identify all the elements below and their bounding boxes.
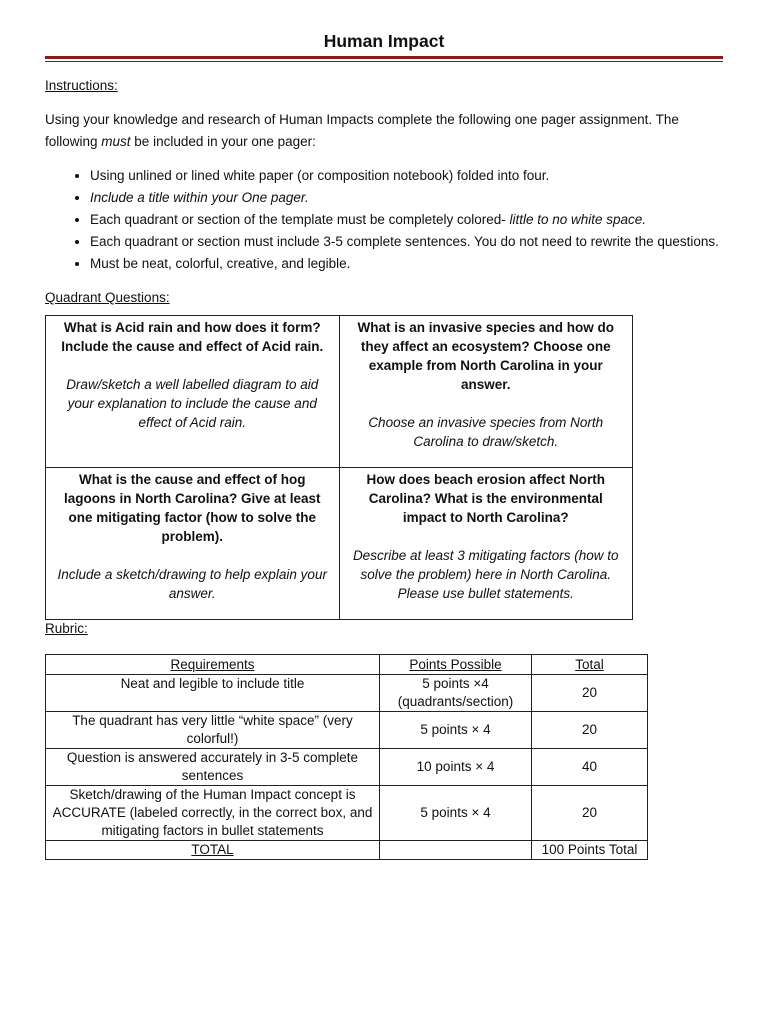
quadrant-question: What is an invasive species and how do they affect an ecosystem? Choose one example from North Carolina in your answer.	[357, 320, 615, 392]
rubric-total: 20	[532, 675, 648, 712]
instructions-intro	[45, 109, 723, 153]
quadrant-cell	[339, 316, 633, 468]
rubric-heading: Rubric:	[45, 621, 88, 636]
rubric-total-points	[380, 841, 532, 860]
bullet-text: Each quadrant or section must include 3-5 complete sentences. You do not need to rewrite the questions.	[90, 234, 719, 249]
requirements-list	[45, 165, 723, 275]
instructions-heading: Instructions:	[45, 78, 118, 93]
table-header-row	[46, 655, 648, 675]
column-header: Points Possible	[380, 655, 532, 675]
intro-emphasis: must	[101, 134, 131, 149]
bullet-emphasis: little to no white space.	[509, 212, 647, 227]
rubric-requirement: Sketch/drawing of the Human Impact concept is ACCURATE (labeled correctly, in the correct box, and mitigating factors in bullet statements	[46, 786, 380, 841]
rubric-grand-total: 100 Points Total	[532, 841, 648, 860]
quadrant-cell	[46, 316, 340, 468]
intro-text-a: Using your knowledge and research of Human Impacts complete the following one pager assignment. The following	[45, 112, 679, 149]
rubric-points: 5 points × 4	[380, 786, 532, 841]
document-page	[45, 28, 723, 860]
column-header: Requirements	[46, 655, 380, 675]
list-item	[90, 253, 723, 275]
quadrant-note: Draw/sketch a well labelled diagram to aid your explanation to include the cause and effect of Acid rain.	[66, 377, 319, 430]
rubric-total: 40	[532, 749, 648, 786]
table-row	[46, 786, 648, 841]
rubric-points: 5 points ×4 (quadrants/section)	[380, 675, 532, 712]
rubric-total: 20	[532, 786, 648, 841]
quadrant-note: Include a sketch/drawing to help explain your answer.	[57, 567, 327, 601]
list-item	[90, 231, 723, 253]
rubric-points: 10 points × 4	[380, 749, 532, 786]
bullet-text: Must be neat, colorful, creative, and legible.	[90, 256, 351, 271]
rubric-requirement: The quadrant has very little “white space” (very colorful!)	[46, 712, 380, 749]
table-row	[46, 749, 648, 786]
rubric-total-label: TOTAL	[46, 841, 380, 860]
page-title: Human Impact	[323, 31, 445, 51]
column-header: Total	[532, 655, 648, 675]
table-row	[46, 712, 648, 749]
rubric-points: 5 points × 4	[380, 712, 532, 749]
quadrant-question: How does beach erosion affect North Carolina? What is the environmental impact to North Carolina?	[366, 472, 606, 525]
quadrant-table	[45, 315, 633, 620]
quadrant-cell	[339, 468, 633, 620]
quadrant-question: What is the cause and effect of hog lagoons in North Carolina? Give at least one mitigating factor (how to solve the problem).	[63, 472, 321, 544]
quadrant-question: What is Acid rain and how does it form? Include the cause and effect of Acid rain.	[61, 320, 324, 354]
bullet-text: Each quadrant or section of the template must be completely colored-	[90, 212, 510, 227]
rubric-requirement: Neat and legible to include title	[46, 675, 380, 712]
list-item	[90, 209, 723, 231]
quadrant-note: Choose an invasive species from North Carolina to draw/sketch.	[368, 415, 604, 449]
intro-text-b: be included in your one pager:	[130, 134, 316, 149]
title-rule-thick	[45, 56, 723, 59]
quadrant-questions-heading: Quadrant Questions:	[45, 290, 170, 305]
bullet-text: Include a title within your One pager.	[90, 190, 309, 205]
title-rule-thin	[45, 61, 723, 62]
table-total-row	[46, 841, 648, 860]
rubric-total: 20	[532, 712, 648, 749]
list-item	[90, 165, 723, 187]
rubric-requirement: Question is answered accurately in 3-5 complete sentences	[46, 749, 380, 786]
table-row	[46, 675, 648, 712]
quadrant-note: Describe at least 3 mitigating factors (how to solve the problem) here in North Carolina. Please use bullet statements.	[352, 548, 619, 601]
list-item	[90, 187, 723, 209]
rubric-table	[45, 654, 648, 860]
quadrant-cell	[46, 468, 340, 620]
bullet-text: Using unlined or lined white paper (or composition notebook) folded into four.	[90, 168, 550, 183]
